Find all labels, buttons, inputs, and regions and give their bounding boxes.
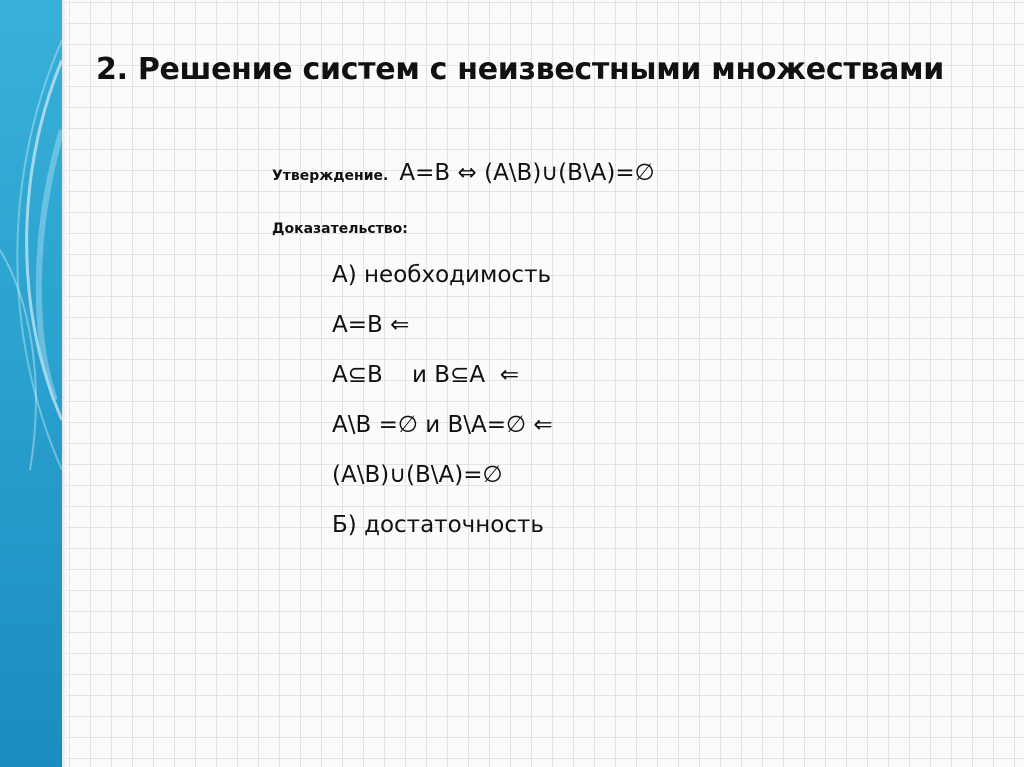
proof-step: A\B =∅ и B\A=∅ ⇐ <box>332 412 553 438</box>
proof-step: А) необходимость <box>332 262 552 288</box>
slide-title: 2. Решение систем с неизвестными множествами <box>96 52 944 87</box>
decorative-side-strip <box>0 0 62 767</box>
proof-step: (A\B)∪(B\A)=∅ <box>332 462 503 488</box>
proof-heading <box>272 218 408 237</box>
side-strip-border <box>62 0 66 767</box>
statement-label: Утверждение. <box>272 168 389 184</box>
proof-steps <box>332 258 553 558</box>
statement-formula: A=B ⇔ (A\B)∪(B\A)=∅ <box>399 160 655 186</box>
statement <box>272 160 655 186</box>
proof-step: Б) достаточность <box>332 512 544 538</box>
proof-step: A=B ⇐ <box>332 312 410 338</box>
proof-label: Доказательство: <box>272 221 408 237</box>
swoosh-decoration <box>0 0 62 767</box>
proof-step: A⊆B и B⊆A ⇐ <box>332 362 519 388</box>
